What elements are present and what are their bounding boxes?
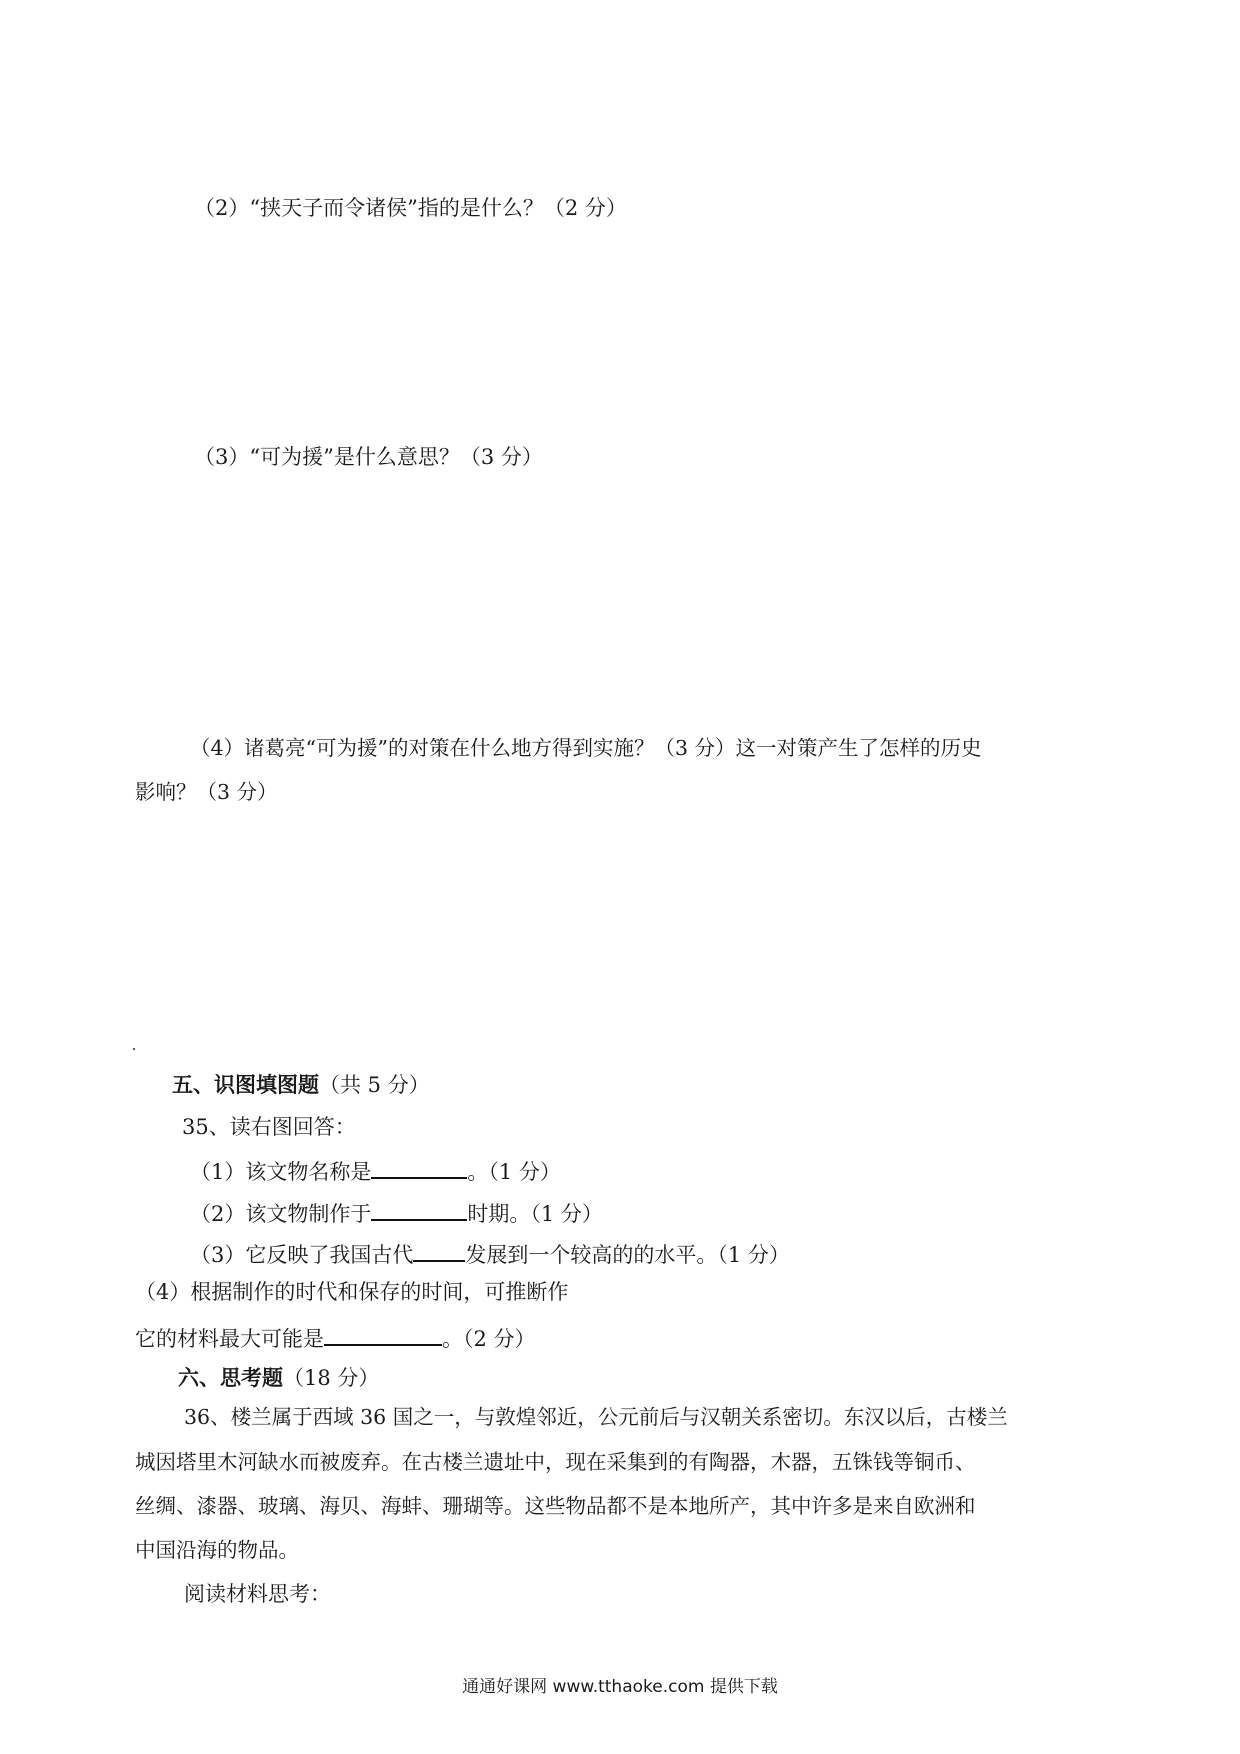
question-36-line-1: 36、楼兰属于西域 36 国之一，与敦煌邻近，公元前后与汉朝关系密切。东汉以后，古楼兰 bbox=[184, 1405, 1008, 1429]
reading-prompt: 阅读材料思考： bbox=[184, 1582, 331, 1606]
question-3: （3）“可为援”是什么意思？（3 分） bbox=[194, 445, 543, 469]
answer-blank-2[interactable] bbox=[371, 1197, 467, 1221]
section-6-heading bbox=[178, 1365, 379, 1391]
question-36-line-2: 城因塔里木河缺水而被废弃。在古楼兰遗址中，现在采集到的有陶器，木器，五铢钱等铜币、 bbox=[135, 1450, 976, 1474]
question-35-item-1 bbox=[190, 1155, 561, 1185]
item-3-score: 发展到一个较高的的水平。（1 分） bbox=[465, 1243, 790, 1268]
item-2-text: （2）该文物制作于 bbox=[190, 1202, 372, 1227]
section-6-title: 六、思考题 bbox=[178, 1365, 283, 1390]
question-36-line-4: 中国沿海的物品。 bbox=[135, 1538, 299, 1562]
item-2-score: 时期。（1 分） bbox=[467, 1202, 603, 1227]
question-35-item-4-line-2 bbox=[135, 1322, 536, 1352]
item-1-text: （1）该文物名称是 bbox=[190, 1160, 372, 1185]
page-footer: 通通好课网 www.tthaoke.com 提供下载 bbox=[462, 1677, 778, 1697]
question-35-item-4-line-1: （4）根据制作的时代和保存的时间，可推断作 bbox=[135, 1280, 569, 1304]
answer-blank-4[interactable] bbox=[324, 1322, 442, 1346]
question-2: （2）“挟天子而令诸侯”指的是什么？（2 分） bbox=[194, 196, 627, 220]
question-35-intro: 35、读右图回答： bbox=[182, 1115, 356, 1139]
answer-blank-1[interactable] bbox=[371, 1155, 467, 1179]
section-6-score: （18 分） bbox=[283, 1366, 380, 1390]
question-36-line-3: 丝绸、漆器、玻璃、海贝、海蚌、珊瑚等。这些物品都不是本地所产，其中许多是来自欧洲和 bbox=[135, 1494, 976, 1518]
section-5-heading bbox=[172, 1072, 430, 1098]
question-4-line-1: （4）诸葛亮“可为援”的对策在什么地方得到实施？（3 分）这一对策产生了怎样的历史 bbox=[190, 736, 982, 760]
item-3-text: （3）它反映了我国古代 bbox=[190, 1243, 414, 1268]
answer-blank-3[interactable] bbox=[413, 1238, 465, 1262]
question-35-item-2 bbox=[190, 1197, 603, 1227]
item-4-score: 。（2 分） bbox=[442, 1327, 536, 1352]
question-35-item-3 bbox=[190, 1238, 790, 1268]
scan-speck bbox=[133, 1048, 135, 1050]
question-4-line-2: 影响？（3 分） bbox=[135, 780, 278, 804]
item-4-text: 它的材料最大可能是 bbox=[135, 1327, 324, 1352]
section-5-title: 五、识图填图题 bbox=[172, 1072, 319, 1097]
section-5-score: （共 5 分） bbox=[319, 1073, 430, 1097]
item-1-score: 。（1 分） bbox=[467, 1160, 561, 1185]
